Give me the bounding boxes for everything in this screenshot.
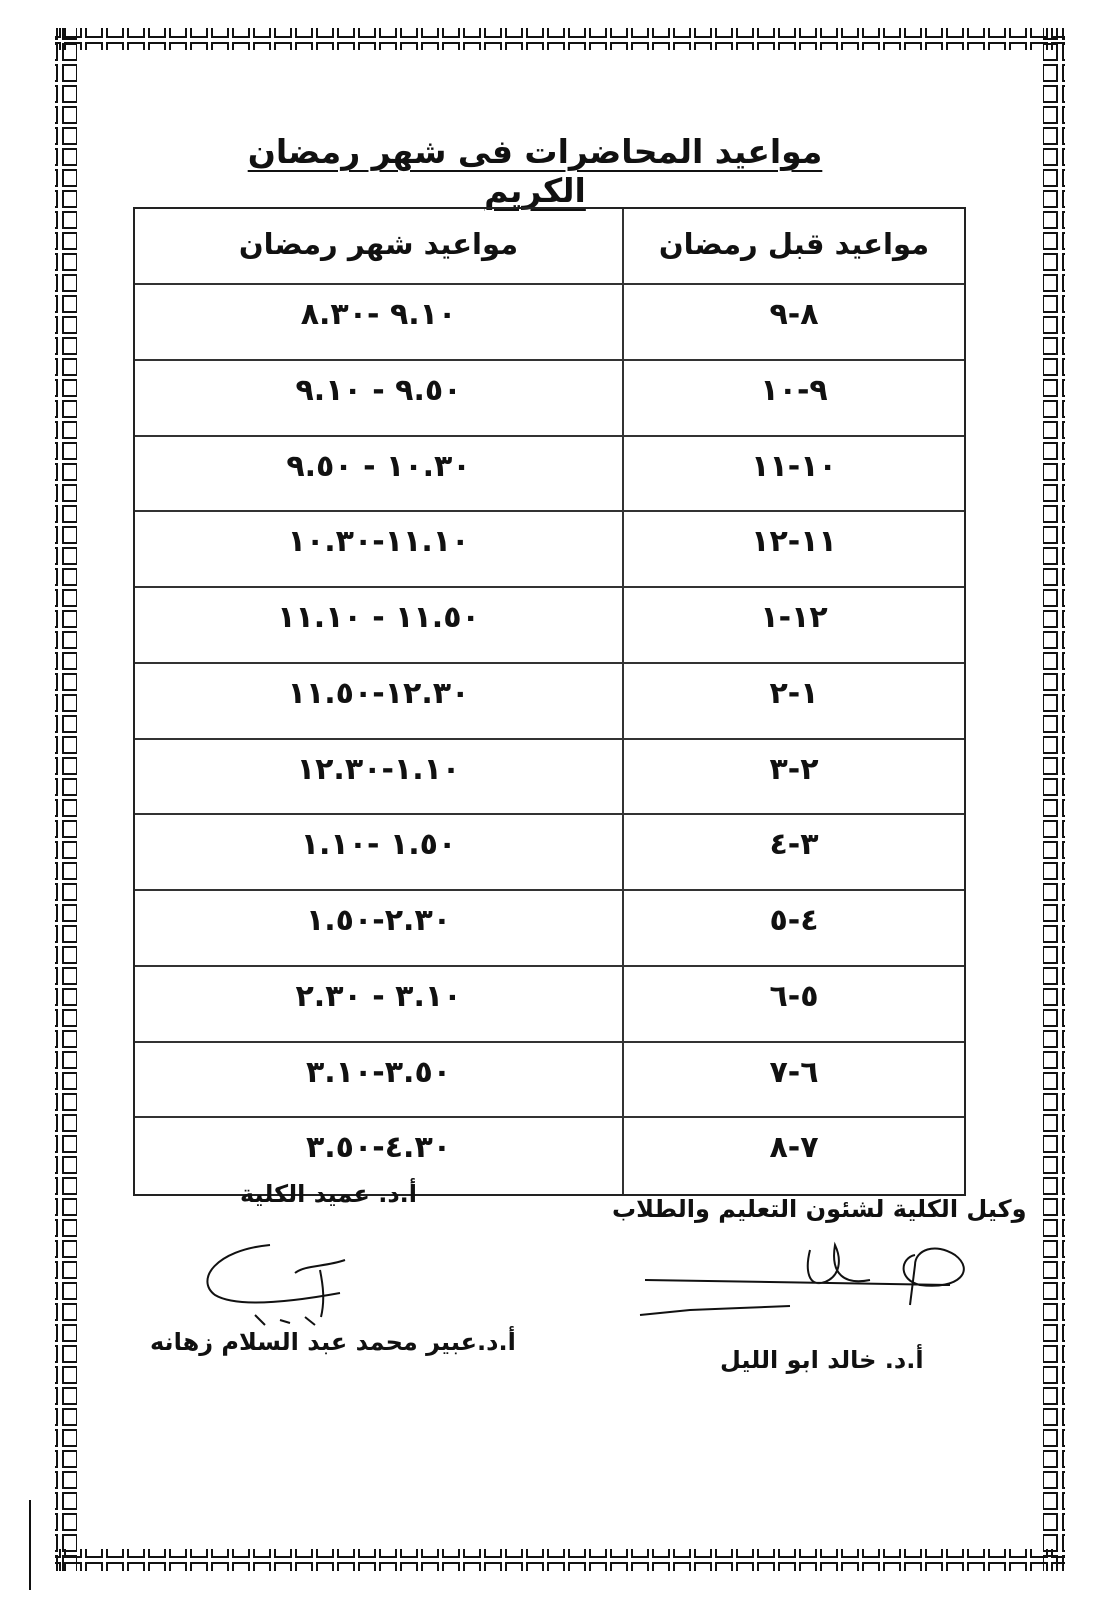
table-row-before: ٢-٣ [624, 740, 964, 816]
table-row-ramadan: ٣.١٠ - ٢.٣٠ [135, 967, 624, 1043]
table-row-before: ٦-٧ [624, 1043, 964, 1119]
table-row-before: ١١-١٢ [624, 512, 964, 588]
table-row-before: ١-٢ [624, 664, 964, 740]
dean-name: أ.د.عبير محمد عبد السلام زهانه [150, 1328, 516, 1356]
table-row-before: ٤-٥ [624, 891, 964, 967]
table-row-ramadan: ١٠.٣٠ - ٩.٥٠ [135, 437, 624, 513]
table-row-ramadan: ٣.٥٠-٣.١٠ [135, 1043, 624, 1119]
table-row-ramadan: ١.١٠-١٢.٣٠ [135, 740, 624, 816]
table-row-before: ١٠-١١ [624, 437, 964, 513]
table-row-before: ٩-١٠ [624, 361, 964, 437]
table-row-before: ٧-٨ [769, 1130, 819, 1166]
schedule-table [133, 207, 966, 1196]
table-row-before: ٥-٦ [624, 967, 964, 1043]
table-row-ramadan: ١١.٥٠ - ١١.١٠ [135, 588, 624, 664]
table-row-before: ١٢-١ [624, 588, 964, 664]
table-row-before: ٨-٩ [624, 285, 964, 361]
table-row-ramadan: ١.٥٠ -١.١٠ [135, 815, 624, 891]
vice-dean-title: وكيل الكلية لشئون التعليم والطلاب [612, 1195, 1027, 1223]
vice-dean-name: أ.د. خالد ابو الليل [720, 1346, 924, 1374]
header-before: مواعيد قبل رمضان [624, 209, 964, 285]
table-row-ramadan: ٢.٣٠-١.٥٠ [135, 891, 624, 967]
vice-dean-signature [630, 1230, 980, 1330]
table-row-ramadan: ١١.١٠-١٠.٣٠ [135, 512, 624, 588]
table-row-ramadan: ٩.٥٠ - ٩.١٠ [135, 361, 624, 437]
header-ramadan: مواعيد شهر رمضان [135, 209, 624, 285]
dean-signature [195, 1225, 385, 1330]
table-row-ramadan: ٩.١٠ -٨.٣٠ [135, 285, 624, 361]
table-row-before: ٣-٤ [624, 815, 964, 891]
table-row-ramadan: ٤.٣٠-٣.٥٠ [135, 1118, 624, 1194]
dean-title: أ.د. عميد الكلية [240, 1180, 417, 1208]
table-row-ramadan: ١٢.٣٠-١١.٥٠ [135, 664, 624, 740]
document-title: مواعيد المحاضرات فى شهر رمضان الكريم [247, 132, 823, 210]
